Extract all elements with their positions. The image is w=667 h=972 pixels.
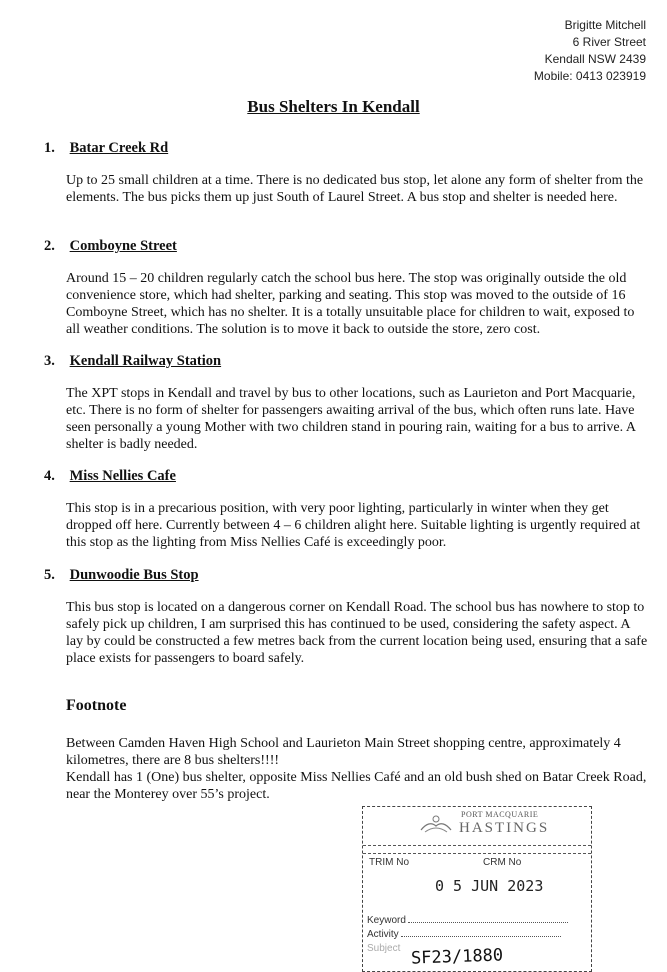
section-body: Up to 25 small children at a time. There is no dedicated bus stop, let alone any form of shelter from the elements. The bus picks them up just South of Laurel Street. A bus stop and shelter is needed here. bbox=[66, 173, 644, 205]
crm-number-label: CRM No bbox=[483, 857, 522, 868]
activity-label: Activity bbox=[367, 929, 399, 940]
section-title: Comboyne Street bbox=[69, 238, 177, 254]
council-crest-icon bbox=[419, 812, 453, 836]
section-title: Kendall Railway Station bbox=[69, 353, 222, 369]
section-heading bbox=[44, 468, 648, 488]
document-title: Bus Shelters In Kendall bbox=[247, 97, 420, 116]
council-name-large: HASTINGS bbox=[459, 820, 550, 836]
section-body: The XPT stops in Kendall and travel by bus to other locations, such as Laurieton and Port Macquarie, etc. There is no form of shelter for passengers awaiting arrival of the bus, which often runs late. Have seen personally a young Mother with two children stand in pouring rain, waiting for a bus to arrive. A shelter is badly needed. bbox=[66, 386, 636, 452]
sender-town: Kendall NSW 2439 bbox=[544, 52, 646, 66]
section-heading bbox=[44, 140, 648, 160]
council-name-small: PORT MACQUARIE bbox=[461, 810, 539, 819]
sender-address-block bbox=[534, 17, 646, 85]
subject-label: Subject bbox=[367, 943, 401, 954]
stamp-number-row bbox=[363, 853, 591, 872]
subject-field bbox=[367, 943, 400, 954]
footnote-body bbox=[66, 735, 648, 803]
section-number: 3. bbox=[44, 353, 55, 369]
section-batar-creek-rd bbox=[44, 140, 648, 206]
section-number: 1. bbox=[44, 140, 55, 156]
activity-field bbox=[367, 929, 561, 940]
sender-mobile: Mobile: 0413 023919 bbox=[533, 69, 646, 83]
section-number: 4. bbox=[44, 468, 55, 484]
section-heading bbox=[44, 353, 648, 373]
footnote-paragraph: Between Camden Haven High School and Laurieton Main Street shopping centre, approximately 4 kilometres, there are 8 bus shelters!!!! bbox=[66, 736, 621, 768]
sender-street: 6 River Street bbox=[572, 35, 646, 49]
council-logo bbox=[363, 807, 591, 846]
section-body: This bus stop is located on a dangerous corner on Kendall Road. The school bus has nowhere to stop to safely pick up children, I am surprised this has continued to be used, considering the safety aspect. A lay by could be constructed a few metres back from the current location being used, ensuring that a safe place exists for passengers to board safely. bbox=[66, 600, 648, 666]
section-body: Around 15 – 20 children regularly catch the school bus here. The stop was originally outside the old convenience store, which had shelter, parking and seating. This stop was moved to the outside of 16 Comboyne Street, which has no shelter. It is a totally unsuitable place for children to wait, exposed to all weather conditions. The solution is to move it back to outside the store, zero cost. bbox=[66, 271, 635, 337]
footnote-paragraph: Kendall has 1 (One) bus shelter, opposite Miss Nellies Café and an old bush shed on Batar Creek Road, near the Monterey over 55’s project. bbox=[66, 770, 647, 802]
keyword-label: Keyword bbox=[367, 915, 406, 926]
file-reference-handwritten: SF23/1880 bbox=[410, 945, 504, 969]
section-body: This stop is in a precarious position, with very poor lighting, particularly in winter when they get dropped off here. Currently between 4 – 6 children alight here. Suitable lighting is urgently required at this stop as the lighting from Miss Nellies Café is exceedingly poor. bbox=[66, 501, 641, 550]
keyword-field bbox=[367, 915, 568, 926]
trim-number-label: TRIM No bbox=[369, 857, 409, 868]
section-comboyne-street bbox=[44, 238, 648, 338]
received-stamp bbox=[362, 806, 592, 972]
received-date: 0 5 JUN 2023 bbox=[435, 877, 544, 895]
footnote-heading: Footnote bbox=[66, 697, 127, 714]
section-title: Dunwoodie Bus Stop bbox=[69, 567, 199, 583]
section-title: Miss Nellies Cafe bbox=[69, 468, 176, 484]
sender-name: Brigitte Mitchell bbox=[564, 18, 646, 32]
section-miss-nellies-cafe bbox=[44, 468, 648, 551]
section-heading bbox=[44, 567, 648, 587]
section-kendall-railway-station bbox=[44, 353, 648, 453]
section-heading bbox=[44, 238, 648, 258]
section-number: 2. bbox=[44, 238, 55, 254]
section-title: Batar Creek Rd bbox=[69, 140, 169, 156]
section-number: 5. bbox=[44, 567, 55, 583]
section-dunwoodie-bus-stop bbox=[44, 567, 648, 667]
